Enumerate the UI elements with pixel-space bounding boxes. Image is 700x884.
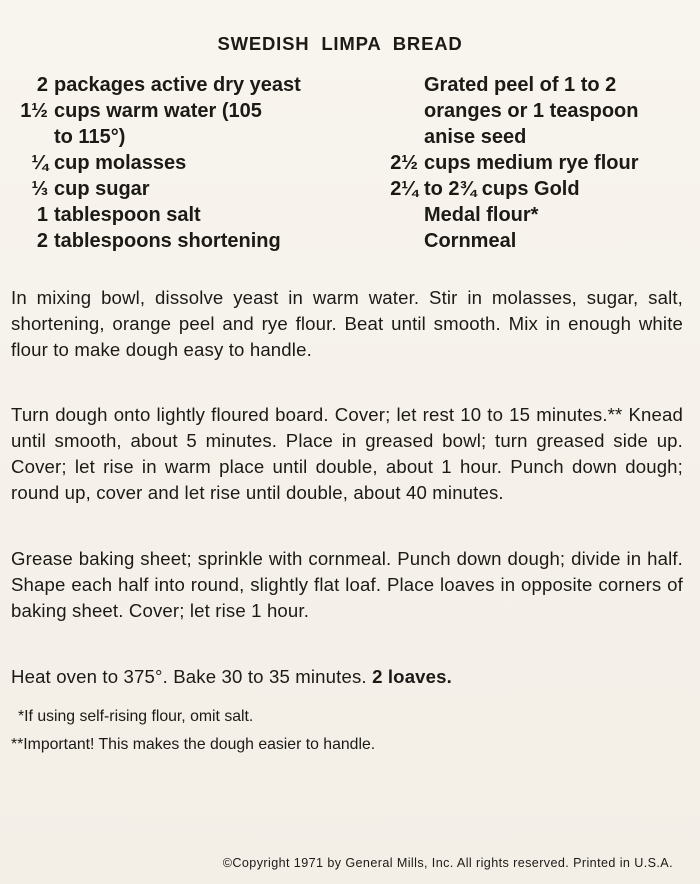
ingredient-item bbox=[372, 228, 692, 254]
ingredient-item bbox=[4, 228, 334, 254]
ingredient-text: cup molasses bbox=[54, 152, 187, 174]
ingredient-qty: ¼ bbox=[31, 152, 48, 174]
ingredient-item bbox=[372, 176, 692, 202]
ingredient-item bbox=[4, 150, 334, 176]
ingredient-text: anise seed bbox=[424, 126, 527, 148]
recipe-title: SWEDISH LIMPA BREAD bbox=[217, 33, 463, 54]
ingredient-item bbox=[372, 150, 692, 176]
ingredient-text: cup sugar bbox=[54, 178, 150, 200]
footnote-self-rising: *If using self-rising flour, omit salt. bbox=[18, 708, 254, 725]
ingredient-qty: 1 bbox=[36, 204, 48, 226]
ingredient-item bbox=[4, 176, 334, 202]
ingredient-item bbox=[372, 98, 692, 124]
ingredient-text: oranges or 1 teaspoon bbox=[424, 100, 639, 122]
ingredient-item bbox=[4, 98, 334, 124]
ingredient-qty: 2¼ bbox=[390, 178, 418, 200]
ingredient-qty: 2 bbox=[36, 74, 48, 96]
footnote-important: **Important! This makes the dough easier to handle. bbox=[11, 736, 376, 753]
ingredient-item bbox=[4, 202, 334, 228]
ingredients-list-left bbox=[4, 72, 334, 254]
ingredient-item bbox=[372, 124, 692, 150]
ingredient-item bbox=[4, 72, 334, 98]
direction-step-bake bbox=[11, 664, 683, 690]
bake-instructions: Heat oven to 375°. Bake 30 to 35 minutes. bbox=[11, 666, 367, 687]
ingredient-text: Cornmeal bbox=[424, 230, 517, 252]
yield-text: 2 loaves. bbox=[372, 666, 452, 687]
ingredient-item bbox=[372, 72, 692, 98]
ingredients-list-right bbox=[372, 72, 692, 254]
ingredient-qty: ⅓ bbox=[31, 178, 48, 200]
ingredient-qty: 2 bbox=[36, 230, 48, 252]
ingredient-text: to 2¾ cups Gold bbox=[424, 178, 580, 200]
copyright-notice: ©Copyright 1971 by General Mills, Inc. All rights reserved. Printed in U.S.A. bbox=[222, 856, 673, 870]
ingredient-text: Grated peel of 1 to 2 bbox=[424, 74, 617, 96]
direction-step-shape: Grease baking sheet; sprinkle with cornmeal. Punch down dough; divide in half. Shape each half into round, slightly flat loaf. Place loaves in opposite corners of baking sheet. Cover; let rise 1 hour. bbox=[11, 548, 683, 621]
ingredient-text: packages active dry yeast bbox=[54, 74, 301, 96]
ingredient-qty: 1½ bbox=[20, 100, 48, 122]
ingredient-item bbox=[4, 124, 334, 150]
ingredient-text: cups warm water (105 bbox=[54, 100, 262, 122]
ingredient-text: to 115°) bbox=[54, 126, 126, 148]
ingredient-text: tablespoons shortening bbox=[54, 230, 281, 252]
ingredient-qty: 2½ bbox=[390, 152, 418, 174]
direction-step-knead: Turn dough onto lightly floured board. Cover; let rest 10 to 15 minutes.** Knead until smooth, about 5 minutes. Place in greased bowl; turn greased side up. Cover; let rise in warm place until double, about 1 hour. Punch down dough; round up, cover and let rise until double, about 40 minutes. bbox=[11, 404, 683, 503]
ingredient-text: tablespoon salt bbox=[54, 204, 201, 226]
ingredient-text: Medal flour* bbox=[424, 204, 539, 226]
ingredient-item bbox=[372, 202, 692, 228]
direction-step-mix: In mixing bowl, dissolve yeast in warm water. Stir in molasses, sugar, salt, shortening, orange peel and rye flour. Beat until smooth. Mix in enough white flour to make dough easy to handle. bbox=[11, 287, 683, 360]
ingredient-text: cups medium rye flour bbox=[424, 152, 639, 174]
